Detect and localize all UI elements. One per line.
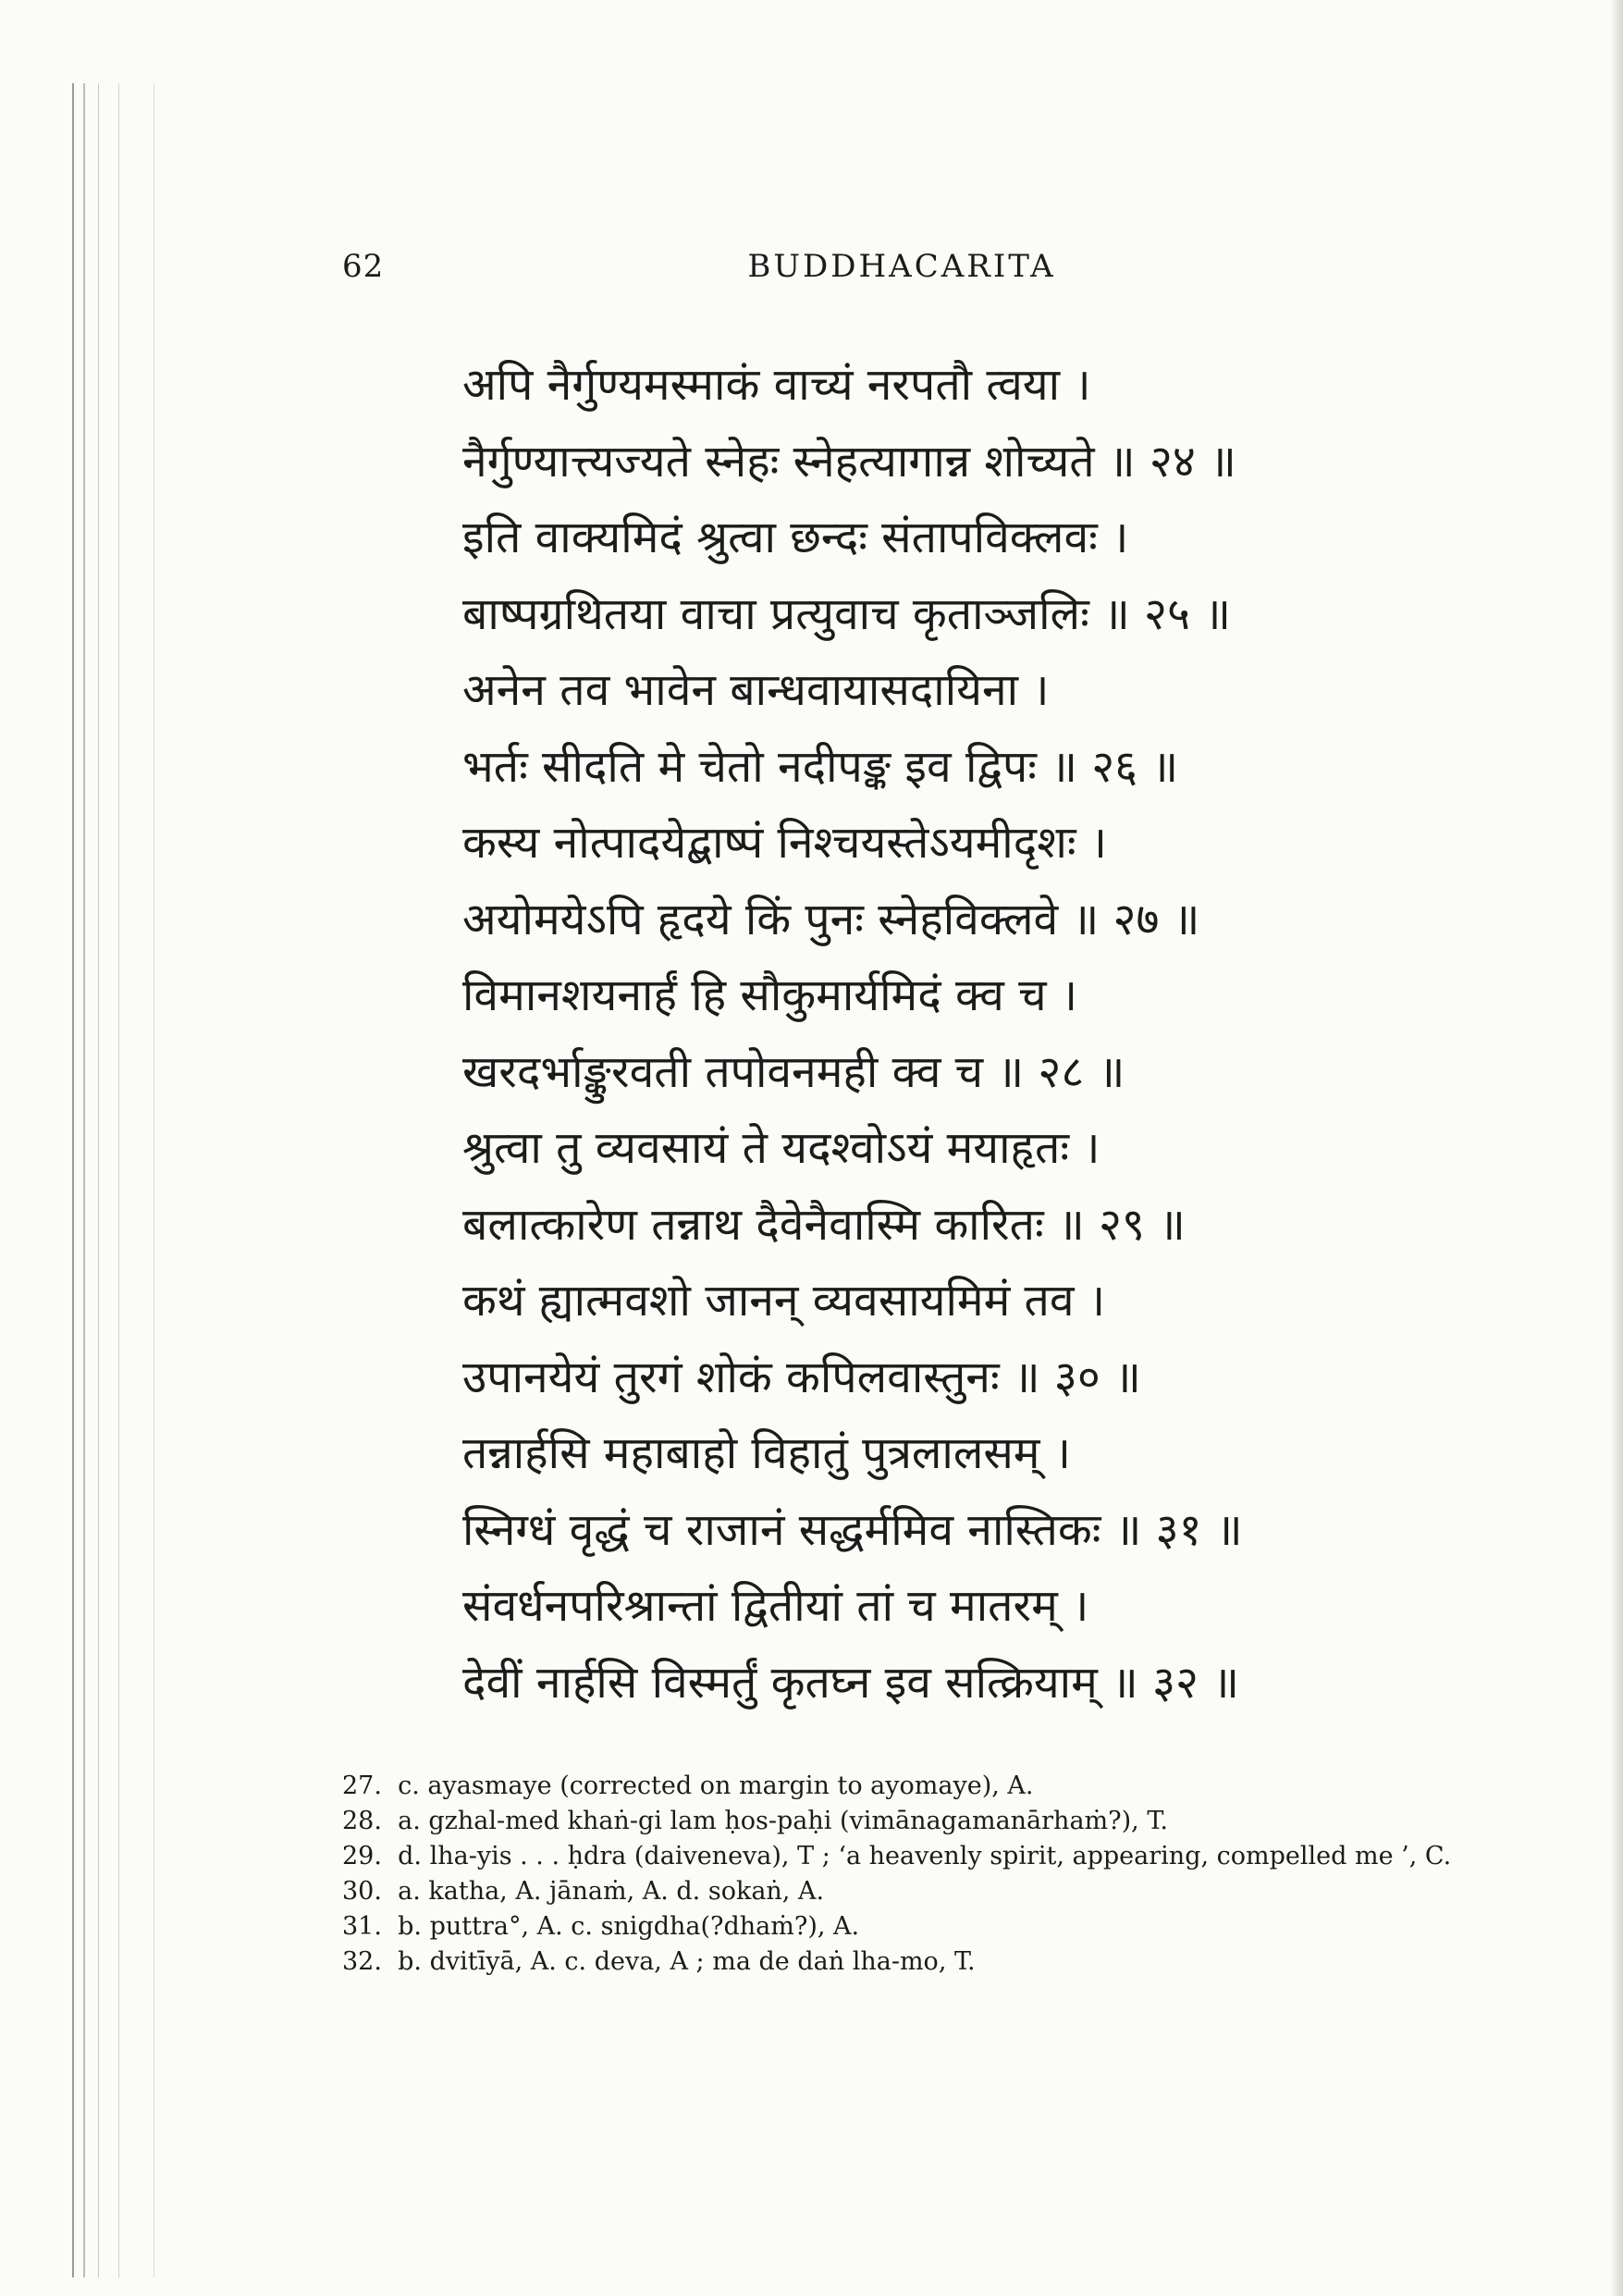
running-title: BUDDHACARITA [747, 248, 1056, 285]
verse-line: अनेन तव भावेन बान्धवायासदायिना । [462, 664, 1050, 716]
note-text: d. lha-yis . . . ḥdra (daiveneva), T ; ‘a heavenly spirit, appearing, compelled me ’, C. [398, 1842, 1452, 1870]
verse-line: कथं ह्यात्मवशो जानन् व्यवसायमिमं तव । [462, 1275, 1106, 1327]
note-item [342, 1804, 1535, 1839]
verse-line: खरदर्भाङ्कुरवती तपोवनमही क्व च ॥ २८ ॥ [462, 1045, 1125, 1098]
note-item [342, 1874, 1535, 1909]
note-number: 32. [342, 1947, 382, 1976]
critical-notes [342, 1769, 1535, 1980]
verse-line: विमानशयनार्हं हि सौकुमार्यमिदं क्व च । [462, 969, 1078, 1021]
verse-line: अयोमयेऽपि हृदये किं पुनः स्नेहविक्लवे ॥ २७ ॥ [462, 893, 1200, 945]
verse-line: अपि नैर्गुण्यमस्माकं वाच्यं नरपतौ त्वया । [462, 359, 1091, 411]
note-number: 28. [342, 1807, 382, 1835]
verse-line: नैर्गुण्यात्त्यज्यते स्नेहः स्नेहत्यागान्न शोच्यते ॥ २४ ॥ [462, 435, 1236, 488]
verse-line: कस्य नोत्पादयेद्बाष्पं निश्चयस्तेऽयमीदृशः । [462, 817, 1107, 869]
note-number: 31. [342, 1912, 382, 1941]
note-number: 27. [342, 1771, 382, 1800]
verse-line: बाष्पग्रथितया वाचा प्रत्युवाच कृताञ्जलिः ॥ २५ ॥ [462, 587, 1231, 640]
verse-line: स्निग्धं वृद्धं च राजानं सद्धर्ममिव नास्तिकः ॥ ३१ ॥ [462, 1503, 1243, 1556]
page-right-edge [1610, 0, 1623, 2296]
verse-line: तन्नार्हसि महाबाहो विहातुं पुत्रलालसम् । [462, 1427, 1071, 1479]
verse-line: भर्तः सीदति मे चेतो नदीपङ्क इव द्विपः ॥ २६ ॥ [462, 740, 1179, 793]
page-number: 62 [342, 248, 385, 285]
verse-line: उपानयेयं तुरगं शोकं कपिलवास्तुनः ॥ ३० ॥ [462, 1351, 1141, 1403]
binding-gutter [65, 83, 166, 2277]
note-text: a. katha, A. jānaṁ, A. d. sokaṅ, A. [398, 1877, 825, 1906]
note-number: 29. [342, 1842, 382, 1870]
page-header [342, 248, 1517, 303]
verse-block [462, 347, 1433, 1721]
verse-line: बलात्कारेण तन्नाथ दैवेनैवास्मि कारितः ॥ २९ ॥ [462, 1198, 1186, 1251]
note-item [342, 1944, 1535, 1980]
note-item [342, 1909, 1535, 1944]
note-number: 30. [342, 1877, 382, 1906]
verse-line: देवीं नार्हसि विस्मर्तुं कृतघ्न इव सत्क्रियाम् ॥ ३२ ॥ [462, 1656, 1239, 1709]
note-text: a. gzhal-med khaṅ-gi lam ḥos-paḥi (vimānagamanārhaṁ?), T. [398, 1807, 1168, 1835]
verse-line: श्रुत्वा तु व्यवसायं ते यदश्वोऽयं मयाहृतः । [462, 1122, 1100, 1174]
note-text: c. ayasmaye (corrected on margin to ayomaye), A. [398, 1771, 1034, 1800]
verse-line: संवर्धनपरिश्रान्तां द्वितीयां तां च मातरम् । [462, 1580, 1089, 1632]
note-text: b. puttra°, A. c. snigdha(?dhaṁ?), A. [398, 1912, 860, 1941]
note-item [342, 1839, 1535, 1874]
note-item [342, 1769, 1535, 1804]
note-text: b. dvitīyā, A. c. deva, A ; ma de daṅ lha-mo, T. [398, 1947, 976, 1976]
verse-line: इति वाक्यमिदं श्रुत्वा छन्दः संतापविक्लवः । [462, 512, 1129, 563]
